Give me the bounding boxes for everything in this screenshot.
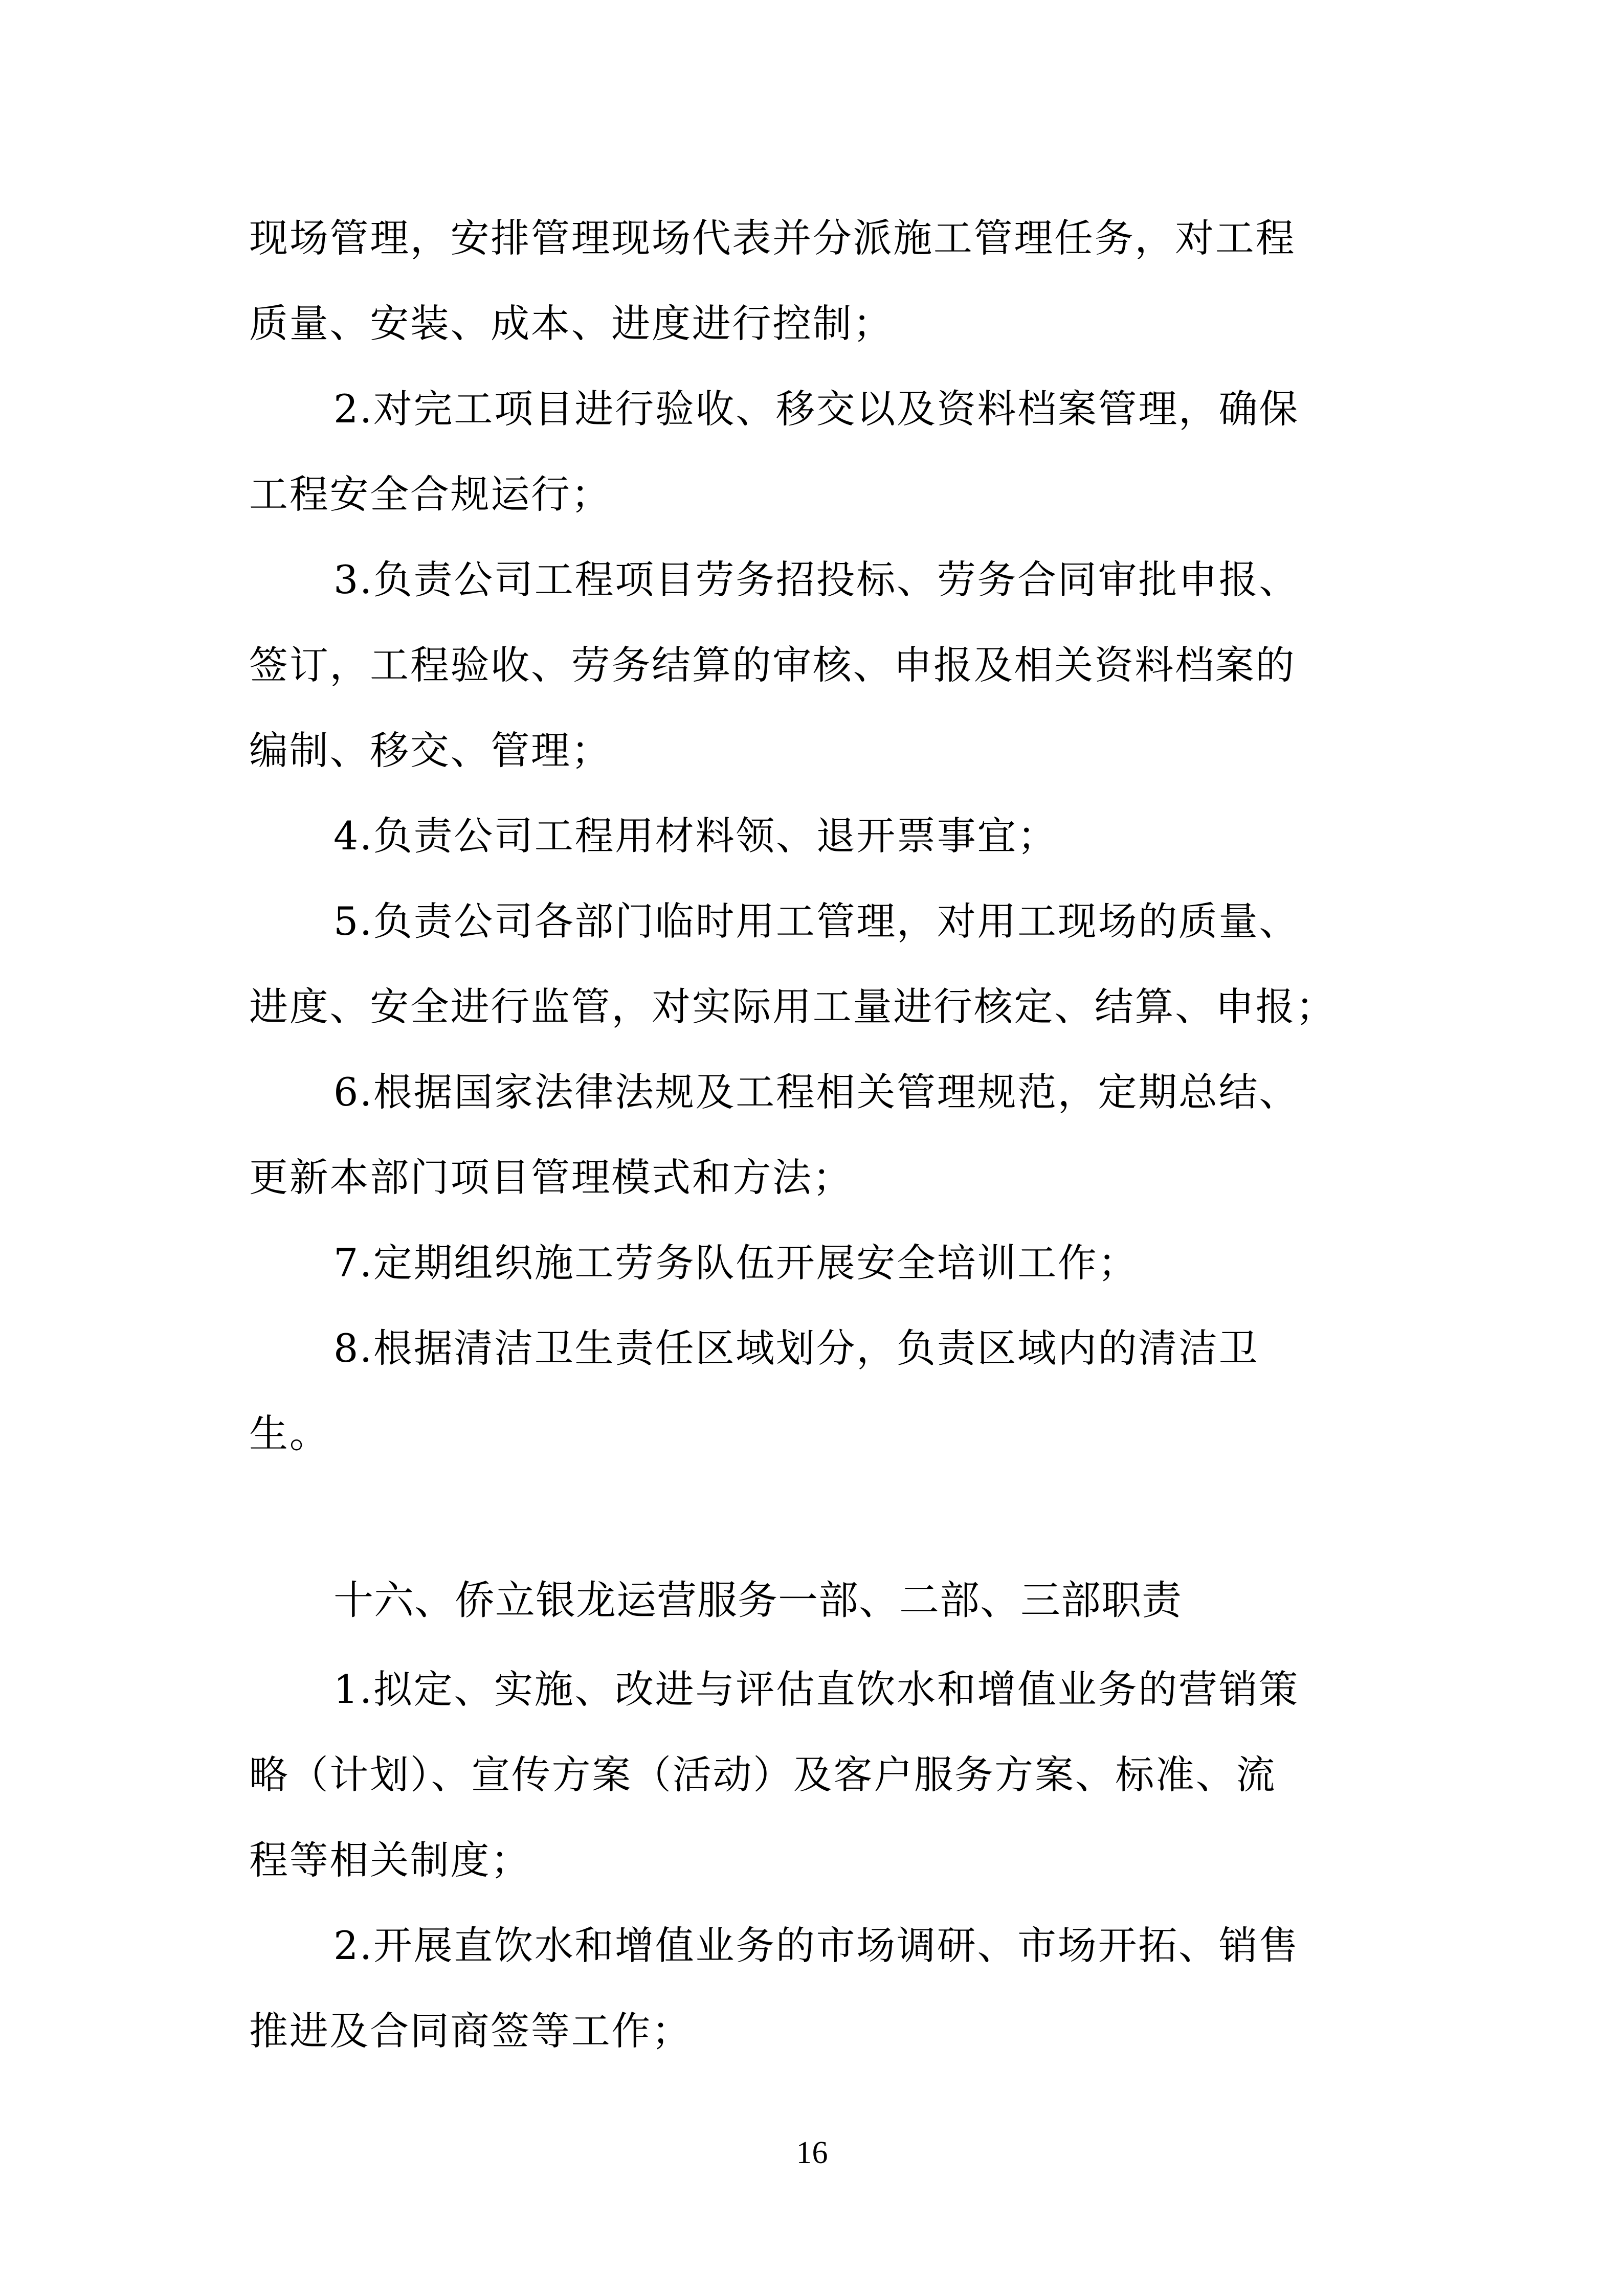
list-item-8-line-1: 8.根据清洁卫生责任区域划分，负责区域内的清洁卫 <box>333 1325 1259 1371</box>
list-item-8-line-2: 生。 <box>249 1411 330 1456</box>
list-item-3-line-3: 编制、移交、管理； <box>249 728 612 773</box>
list-item-2-line-1: 2.对完工项目进行验收、移交以及资料档案管理，确保 <box>333 386 1300 432</box>
list-item-5-line-1: 5.负责公司各部门临时用工管理，对用工现场的质量、 <box>333 898 1300 944</box>
list-item-3-line-2: 签订，工程验收、劳务结算的审核、申报及相关资料档案的 <box>249 642 1296 688</box>
section-16-item-2-line-2: 推进及合同商签等工作； <box>249 2008 692 2054</box>
list-item-5-line-2: 进度、安全进行监管，对实际用工量进行核定、结算、申报； <box>249 984 1336 1029</box>
paragraph-line: 现场管理，安排管理现场代表并分派施工管理任务，对工程 <box>249 215 1296 261</box>
section-16-item-1-line-2: 略（计划）、宣传方案（活动）及客户服务方案、标准、流 <box>249 1752 1277 1797</box>
section-heading: 十六、侨立银龙运营服务一部、二部、三部职责 <box>333 1578 1183 1624</box>
section-16-item-2-line-1: 2.开展直饮水和增值业务的市场调研、市场开拓、销售 <box>333 1923 1300 1968</box>
list-item-4-line-1: 4.负责公司工程用材料领、退开票事宜； <box>333 813 1058 859</box>
list-item-6-line-1: 6.根据国家法律法规及工程相关管理规范，定期总结、 <box>333 1069 1300 1115</box>
section-16-item-1-line-3: 程等相关制度； <box>249 1837 531 1883</box>
list-item-2-line-2: 工程安全合规运行； <box>249 471 612 517</box>
list-item-3-line-1: 3.负责公司工程项目劳务招投标、劳务合同审批申报、 <box>333 557 1300 602</box>
list-item-6-line-2: 更新本部门项目管理模式和方法； <box>249 1155 853 1200</box>
paragraph-line: 质量、安装、成本、进度进行控制； <box>249 301 894 346</box>
list-item-7-line-1: 7.定期组织施工劳务队伍开展安全培训工作； <box>333 1240 1139 1286</box>
page-number: 16 <box>796 2135 828 2170</box>
section-16-item-1-line-1: 1.拟定、实施、改进与评估直饮水和增值业务的营销策 <box>333 1667 1300 1712</box>
